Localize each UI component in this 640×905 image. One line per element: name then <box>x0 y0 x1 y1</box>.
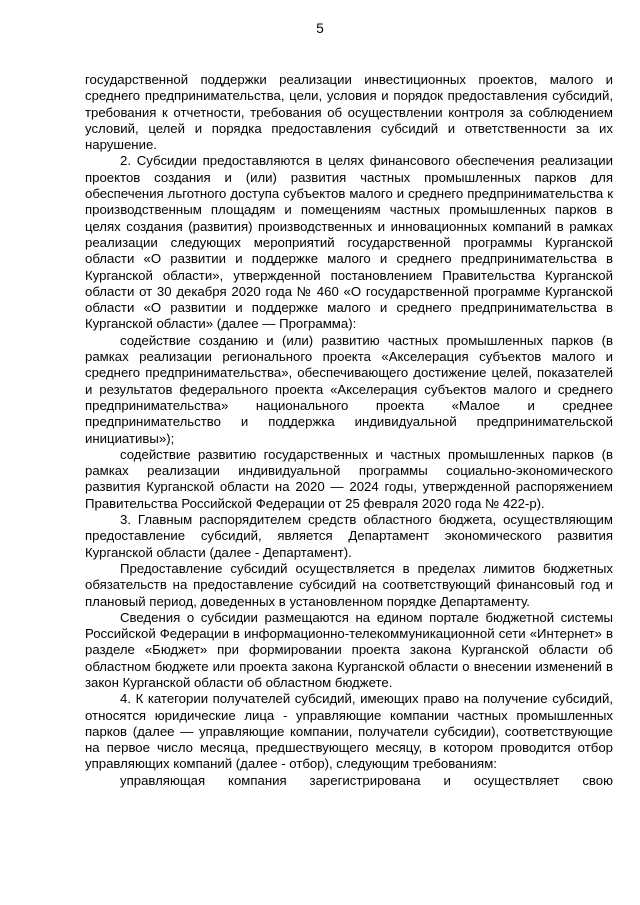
paragraph-item-2: 2. Субсидии предоставляются в целях финансового обеспечения реализации проектов создания и (или) развития частных промышленных парков для обеспечения льготного доступа субъектов малого и среднего предпринимательства к производственным площадям и помещениям частных промышленных парков в целях создания (развития) производственных и инновационных компаний в рамках реализации следующих мероприятий государственной программы Курганской области «О развитии и поддержке малого и среднего предпринимательства в Курганской области», утвержденной постановлением Правительства Курганской области от 30 декабря 2020 года № 460 «О государственной программе Курганской области «О развитии и поддержке малого и среднего предпринимательства в Курганской области» (далее — Программа): <box>85 153 613 332</box>
paragraph-item-3: 3. Главным распорядителем средств областного бюджета, осуществляющим предоставление субсидий, является Департамент экономического развития Курганской области (далее - Департамент). <box>85 512 613 560</box>
paragraph-measure-private-parks: содействие созданию и (или) развитию частных промышленных парков (в рамках реализации регионального проекта «Акселерация субъектов малого и среднего предпринимательства», обеспечивающего достижение целей, показателей и результатов федерального проекта «Акселерация субъектов малого и среднего предпринимательства» национального проекта «Малое и среднее предпринимательство и поддержка индивидуальной предпринимательской инициативы»); <box>85 332 613 446</box>
page-number: 5 <box>316 21 324 36</box>
document-body <box>85 72 613 789</box>
paragraph-continuation: государственной поддержки реализации инвестиционных проектов, малого и среднего предпринимательства, цели, условия и порядок предоставления субсидий, требования к отчетности, требования об осуществлении контроля за соблюдением условий, целей и порядка предоставления субсидий и ответственности за их нарушение. <box>85 72 613 153</box>
paragraph-budget-limits: Предоставление субсидий осуществляется в пределах лимитов бюджетных обязательств на предоставление субсидий на соответствующий финансовый год и плановый период, доведенных в установленном порядке Департаменту. <box>85 560 613 609</box>
paragraph-measure-state-parks: содействие развитию государственных и частных промышленных парков (в рамках реализации индивидуальной программы социально-экономического развития Курганской области на 2020 — 2024 годы, утвержденной распоряжением Правительства Российской Федерации от 25 февраля 2020 года № 422-р). <box>85 446 613 511</box>
paragraph-subsidy-information: Сведения о субсидии размещаются на едином портале бюджетной системы Российской Федерации в информационно-телекоммуникационной сети «Интернет» в разделе «Бюджет» при формировании проекта закона Курганской области об областном бюджете или проекта закона Курганской области о внесении изменений в закон Курганской области об областном бюджете. <box>85 609 613 690</box>
paragraph-requirement-start: управляющая компания зарегистрирована и осуществляет свою <box>120 772 613 788</box>
paragraph-item-4: 4. К категории получателей субсидий, имеющих право на получение субсидий, относятся юридические лица - управляющие компании частных промышленных парков (далее — управляющие компании, получатели субсидии), соответствующие на первое число месяца, предшествующего месяцу, в котором проводится отбор управляющих компаний (далее - отбор), следующим требованиям: <box>85 691 613 772</box>
